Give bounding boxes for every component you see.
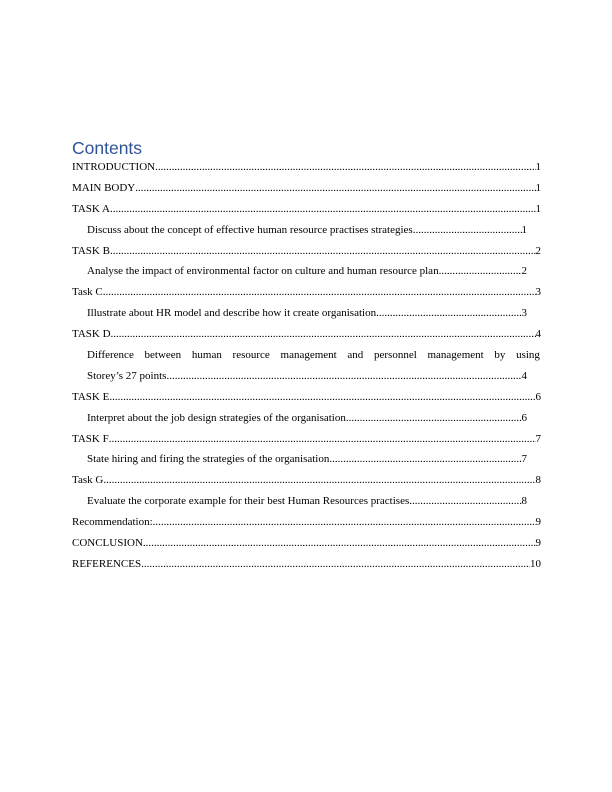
toc-subentry-task-d[interactable] — [72, 345, 541, 387]
toc-entry-task-d[interactable] — [72, 324, 541, 345]
toc-entry-label-line-2 — [87, 366, 540, 387]
toc-word: by — [494, 349, 506, 362]
toc-entry-label: CONCLUSION — [72, 537, 143, 550]
toc-page-number: 3 — [535, 286, 541, 299]
toc-word: management — [427, 349, 484, 362]
toc-entry-label: State hiring and firing the strategies of the organisation — [87, 453, 330, 466]
toc-entry-label: TASK A — [72, 202, 110, 215]
toc-page-number: 1 — [521, 223, 527, 236]
toc-leader-dots — [166, 366, 521, 387]
toc-entry-conclusion[interactable] — [72, 533, 541, 554]
toc-entry-task-c[interactable] — [72, 282, 541, 303]
toc-page-number: 1 — [535, 202, 541, 215]
toc-page-number: 4 — [521, 369, 527, 382]
toc-heading: Contents — [72, 138, 143, 158]
toc-entry-task-e[interactable] — [72, 387, 541, 408]
toc-entry-main-body[interactable] — [72, 178, 541, 199]
toc-subentry-task-e[interactable] — [72, 408, 541, 429]
toc-page-number: 3 — [521, 307, 527, 320]
toc-subentry-task-a[interactable] — [72, 220, 541, 241]
toc-word: using — [516, 349, 540, 362]
toc-page-number: 6 — [535, 390, 541, 403]
toc-leader-dots — [135, 178, 535, 199]
toc-page-number: 7 — [521, 453, 527, 466]
toc-word: Difference — [87, 349, 134, 362]
toc-page-number: 2 — [521, 265, 527, 278]
table-of-contents — [72, 157, 541, 575]
toc-subentry-task-c[interactable] — [72, 303, 541, 324]
toc-leader-dots — [109, 429, 536, 450]
toc-page-number: 1 — [535, 181, 541, 194]
toc-page-number: 10 — [530, 557, 541, 570]
toc-leader-dots — [110, 241, 536, 262]
toc-entry-introduction[interactable] — [72, 157, 541, 178]
toc-entry-label: Task C — [72, 286, 103, 299]
toc-word: between — [144, 349, 182, 362]
toc-word: resource — [232, 349, 270, 362]
toc-leader-dots — [109, 387, 535, 408]
toc-entry-label: Discuss about the concept of effective human resource practises strategies — [87, 223, 413, 236]
toc-page-number: 6 — [521, 411, 527, 424]
toc-leader-dots — [143, 533, 536, 554]
toc-word: management — [280, 349, 337, 362]
toc-entry-label: REFERENCES — [72, 557, 142, 570]
toc-entry-label: TASK B — [72, 244, 110, 257]
toc-word: personnel — [374, 349, 417, 362]
toc-leader-dots — [439, 261, 522, 282]
toc-entry-label: TASK E — [72, 390, 110, 403]
toc-leader-dots — [103, 470, 535, 491]
toc-leader-dots — [111, 324, 536, 345]
toc-page-number: 8 — [521, 495, 527, 508]
toc-entry-label: Evaluate the corporate example for their best Human Resources practises — [87, 495, 410, 508]
toc-entry-label-line-1 — [87, 345, 540, 366]
toc-entry-label: INTRODUCTION — [72, 161, 156, 173]
toc-entry-task-a[interactable] — [72, 199, 541, 220]
toc-word: human — [191, 349, 222, 362]
toc-subentry-task-g[interactable] — [72, 491, 541, 512]
toc-entry-label: TASK D — [72, 328, 111, 341]
toc-page-number: 9 — [535, 516, 541, 529]
toc-entry-task-b[interactable] — [72, 241, 541, 262]
toc-leader-dots — [413, 220, 522, 241]
toc-leader-dots — [376, 303, 521, 324]
toc-subentry-task-b[interactable] — [72, 261, 541, 282]
toc-page-number: 2 — [535, 244, 541, 257]
toc-entry-label: Illustrate about HR model and describe how it create organisation — [87, 307, 377, 320]
toc-page-number: 4 — [535, 328, 541, 341]
toc-entry-task-f[interactable] — [72, 429, 541, 450]
toc-leader-dots — [155, 157, 535, 178]
toc-entry-label: Recommendation: — [72, 516, 153, 529]
toc-leader-dots — [110, 199, 536, 220]
toc-entry-recommendation[interactable] — [72, 512, 541, 533]
toc-leader-dots — [329, 449, 521, 470]
toc-entry-label: MAIN BODY — [72, 181, 136, 194]
toc-entry-label: Task G — [72, 474, 104, 487]
toc-entry-label: Storey’s 27 points — [87, 369, 167, 382]
toc-leader-dots — [103, 282, 536, 303]
toc-entry-task-g[interactable] — [72, 470, 541, 491]
toc-entry-label: Analyse the impact of environmental factor on culture and human resource plan — [87, 265, 439, 278]
toc-leader-dots — [141, 554, 530, 575]
toc-page-number: 1 — [535, 161, 541, 173]
toc-word: and — [347, 349, 364, 362]
toc-page-number: 7 — [535, 432, 541, 445]
toc-page-number: 8 — [535, 474, 541, 487]
toc-entry-label: Interpret about the job design strategies of the organisation — [87, 411, 346, 424]
toc-entry-references[interactable] — [72, 554, 541, 575]
toc-page-number: 9 — [535, 537, 541, 550]
toc-leader-dots — [346, 408, 522, 429]
toc-entry-label: TASK F — [72, 432, 109, 445]
toc-leader-dots — [409, 491, 521, 512]
toc-leader-dots — [153, 512, 536, 533]
toc-subentry-task-f[interactable] — [72, 449, 541, 470]
